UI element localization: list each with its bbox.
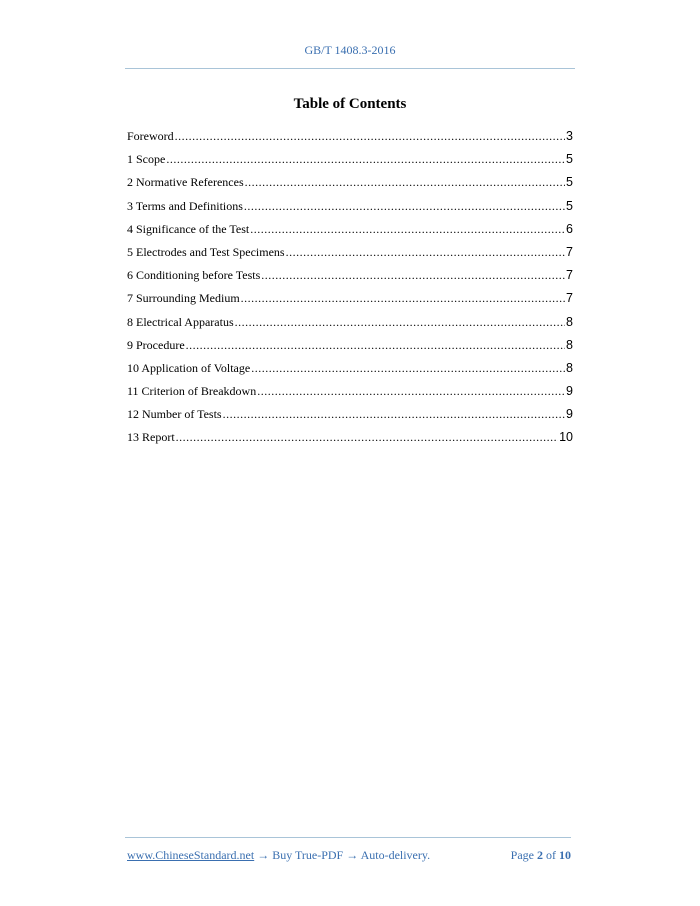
toc-entry-foreword[interactable]	[127, 127, 573, 150]
total-pages-number: 10	[559, 848, 571, 862]
toc-leader-dots	[244, 197, 565, 216]
toc-leader-dots	[186, 336, 565, 355]
toc-entry-label: 10 Application of Voltage	[127, 360, 251, 375]
toc-entry-label: Foreword	[127, 129, 174, 143]
toc-entry-page: 5	[566, 152, 573, 167]
toc-entry-surrounding-medium[interactable]	[127, 289, 573, 312]
toc-entry-label: 13 Report	[127, 430, 175, 445]
current-page-number: 2	[537, 848, 543, 862]
toc-entry-label: 3 Terms and Definitions	[127, 198, 243, 213]
toc-entry-label: 6 Conditioning before Tests	[127, 268, 261, 283]
toc-entry-page: 5	[566, 175, 573, 190]
toc-entry-report[interactable]	[127, 428, 573, 451]
toc-leader-dots	[235, 313, 565, 332]
running-header: GB/T 1408.3-2016	[304, 43, 396, 57]
toc-leader-dots	[223, 405, 565, 424]
toc-leader-dots	[257, 382, 565, 401]
toc-entry-label: 1 Scope	[127, 152, 166, 167]
toc-entry-normative-references[interactable]	[127, 173, 573, 196]
toc-entry-page: 8	[566, 360, 573, 375]
toc-entry-number-of-tests[interactable]	[127, 405, 573, 428]
toc-title: Table of Contents	[293, 96, 407, 112]
toc-entry-label: 7 Surrounding Medium	[127, 291, 240, 306]
toc-entry-procedure[interactable]	[127, 336, 573, 359]
toc-entry-label: 4 Significance of the Test	[127, 221, 250, 236]
toc-entry-scope[interactable]	[127, 150, 573, 173]
footer-promo	[127, 848, 430, 863]
toc-entry-electrical-apparatus[interactable]	[127, 313, 573, 336]
toc-entry-page: 9	[566, 384, 573, 399]
toc-entry-page: 9	[566, 407, 573, 422]
toc-leader-dots	[176, 428, 558, 447]
toc-entry-page: 10	[559, 430, 573, 445]
header-divider	[125, 68, 575, 69]
toc-entry-page: 7	[566, 268, 573, 283]
page-counter	[511, 848, 571, 863]
toc-entry-page: 6	[566, 221, 573, 236]
toc-entry-page: 3	[566, 129, 573, 143]
toc-entry-label: 12 Number of Tests	[127, 407, 222, 422]
toc-entry-electrodes-and-test-specimens[interactable]	[127, 243, 573, 266]
toc-entry-label: 2 Normative References	[127, 175, 244, 190]
toc-entry-label: 8 Electrical Apparatus	[127, 314, 234, 329]
toc-entry-page: 7	[566, 291, 573, 306]
of-word: of	[546, 848, 556, 862]
website-link[interactable]: www.ChineseStandard.net	[127, 848, 255, 862]
toc-entry-application-of-voltage[interactable]	[127, 359, 573, 382]
toc-leader-dots	[250, 220, 565, 239]
toc-entry-criterion-of-breakdown[interactable]	[127, 382, 573, 405]
toc-entry-significance-of-the-test[interactable]	[127, 220, 573, 243]
footer-promo-text: → Buy True-PDF → Auto-delivery.	[254, 848, 431, 862]
toc-leader-dots	[166, 150, 565, 169]
toc-list	[127, 127, 573, 452]
toc-entry-page: 7	[566, 244, 573, 259]
toc-entry-label: 9 Procedure	[127, 337, 185, 352]
toc-leader-dots	[241, 289, 565, 308]
toc-entry-label: 5 Electrodes and Test Specimens	[127, 244, 285, 259]
toc-leader-dots	[245, 173, 565, 192]
toc-entry-page: 8	[566, 337, 573, 352]
toc-leader-dots	[251, 359, 565, 378]
toc-entry-conditioning-before-tests[interactable]	[127, 266, 573, 289]
toc-leader-dots	[261, 266, 565, 285]
footer-divider	[125, 837, 571, 838]
toc-entry-page: 8	[566, 314, 573, 329]
page-word: Page	[510, 848, 534, 862]
toc-leader-dots	[175, 127, 565, 146]
toc-entry-label: 11 Criterion of Breakdown	[127, 384, 257, 399]
toc-leader-dots	[286, 243, 565, 262]
toc-entry-terms-and-definitions[interactable]	[127, 197, 573, 220]
toc-entry-page: 5	[566, 198, 573, 213]
